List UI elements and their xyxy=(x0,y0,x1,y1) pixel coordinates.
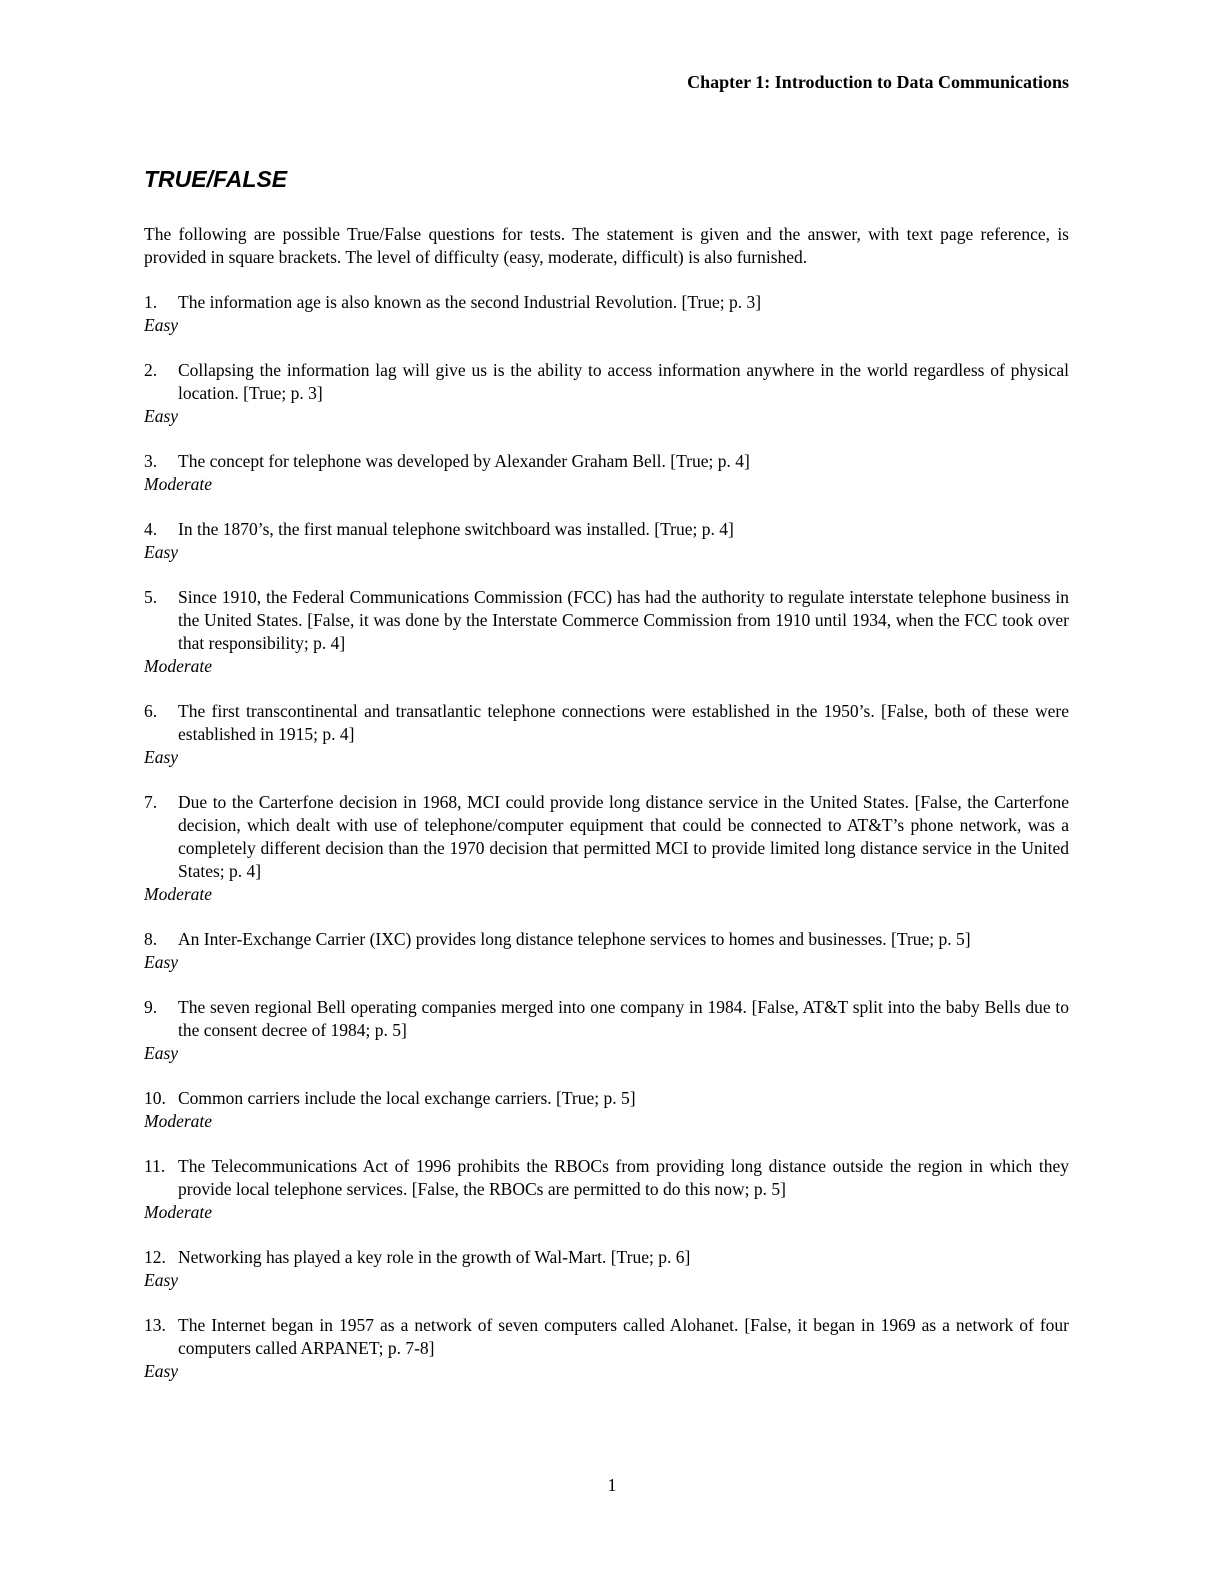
difficulty-label: Easy xyxy=(144,406,179,426)
question-statement xyxy=(144,359,1069,405)
intro-paragraph: The following are possible True/False questions for tests. The statement is given and the answer, with text page reference, is provided in square brackets. The level of difficulty (easy, moderate, difficult) is also furnished. xyxy=(144,224,1069,267)
question-statement xyxy=(144,1087,1069,1110)
question-number: 10. xyxy=(144,1088,166,1108)
running-head: Chapter 1: Introduction to Data Communications xyxy=(687,72,1069,92)
question-text: Common carriers include the local exchange carriers. [True; p. 5] xyxy=(178,1088,636,1108)
question-item xyxy=(144,450,1069,496)
question-statement xyxy=(144,700,1069,746)
question-text: The seven regional Bell operating companies merged into one company in 1984. [False, AT&T split into the baby Bells due to the consent decree of 1984; p. 5] xyxy=(178,997,1069,1040)
question-statement xyxy=(144,291,1069,314)
question-item xyxy=(144,996,1069,1065)
difficulty-label: Moderate xyxy=(144,1111,213,1131)
question-number: 3. xyxy=(144,451,158,471)
difficulty-label: Easy xyxy=(144,542,179,562)
difficulty-label: Easy xyxy=(144,1361,179,1381)
question-text: Networking has played a key role in the growth of Wal-Mart. [True; p. 6] xyxy=(178,1247,691,1267)
question-number: 9. xyxy=(144,997,158,1017)
difficulty-label: Easy xyxy=(144,952,179,972)
question-statement xyxy=(144,791,1069,883)
question-item xyxy=(144,928,1069,974)
question-statement xyxy=(144,450,1069,473)
question-text: Collapsing the information lag will give us is the ability to access information anywhere in the world regardless of physical location. [True; p. 3] xyxy=(178,360,1069,403)
difficulty-label: Easy xyxy=(144,747,179,767)
question-statement xyxy=(144,1314,1069,1360)
question-item xyxy=(144,1246,1069,1292)
difficulty-label: Easy xyxy=(144,1043,179,1063)
section-title: TRUE/FALSE xyxy=(144,166,288,192)
question-text: The Internet began in 1957 as a network of seven computers called Alohanet. [False, it began in 1969 as a network of four computers called ARPANET; p. 7-8] xyxy=(178,1315,1069,1358)
question-number: 5. xyxy=(144,587,158,607)
question-number: 7. xyxy=(144,792,158,812)
question-statement xyxy=(144,1155,1069,1201)
difficulty-label: Moderate xyxy=(144,474,213,494)
difficulty-label: Easy xyxy=(144,315,179,335)
question-statement xyxy=(144,586,1069,655)
question-number: 4. xyxy=(144,519,158,539)
question-item xyxy=(144,586,1069,678)
question-text: The first transcontinental and transatlantic telephone connections were established in the 1950’s. [False, both of these were established in 1915; p. 4] xyxy=(178,701,1069,744)
question-item xyxy=(144,1314,1069,1383)
question-text: An Inter-Exchange Carrier (IXC) provides long distance telephone services to homes and businesses. [True; p. 5] xyxy=(178,929,971,949)
question-text: The concept for telephone was developed by Alexander Graham Bell. [True; p. 4] xyxy=(178,451,750,471)
difficulty-label: Moderate xyxy=(144,1202,213,1222)
difficulty-label: Moderate xyxy=(144,884,213,904)
question-text: The Telecommunications Act of 1996 prohibits the RBOCs from providing long distance outside the region in which they provide local telephone services. [False, the RBOCs are permitted to do this now; p. 5] xyxy=(178,1156,1069,1199)
question-item xyxy=(144,359,1069,428)
difficulty-label: Moderate xyxy=(144,656,213,676)
question-number: 1. xyxy=(144,292,158,312)
question-number: 11. xyxy=(144,1156,166,1176)
question-number: 8. xyxy=(144,929,158,949)
question-text: The information age is also known as the second Industrial Revolution. [True; p. 3] xyxy=(178,292,762,312)
question-text: In the 1870’s, the first manual telephone switchboard was installed. [True; p. 4] xyxy=(178,519,734,539)
question-item xyxy=(144,291,1069,337)
question-item xyxy=(144,1155,1069,1224)
question-text: Due to the Carterfone decision in 1968, MCI could provide long distance service in the United States. [False, the Carterfone decision, which dealt with use of telephone/computer equipment that could be connected to AT&T’s phone network, was a completely different decision than the 1970 decision that permitted MCI to provide limited long distance service in the United States; p. 4] xyxy=(178,792,1069,881)
difficulty-label: Easy xyxy=(144,1270,179,1290)
page-number: 1 xyxy=(607,1475,617,1495)
question-list xyxy=(144,291,1069,1405)
question-statement xyxy=(144,928,1069,951)
question-number: 6. xyxy=(144,701,158,721)
question-item xyxy=(144,1087,1069,1133)
question-number: 13. xyxy=(144,1315,166,1335)
question-number: 12. xyxy=(144,1247,166,1267)
question-statement xyxy=(144,1246,1069,1269)
question-number: 2. xyxy=(144,360,158,380)
question-statement xyxy=(144,996,1069,1042)
question-statement xyxy=(144,518,1069,541)
question-item xyxy=(144,700,1069,769)
question-text: Since 1910, the Federal Communications Commission (FCC) has had the authority to regulate interstate telephone business in the United States. [False, it was done by the Interstate Commerce Commission from 1910 until 1934, when the FCC took over that responsibility; p. 4] xyxy=(178,587,1069,653)
question-item xyxy=(144,791,1069,906)
question-item xyxy=(144,518,1069,564)
